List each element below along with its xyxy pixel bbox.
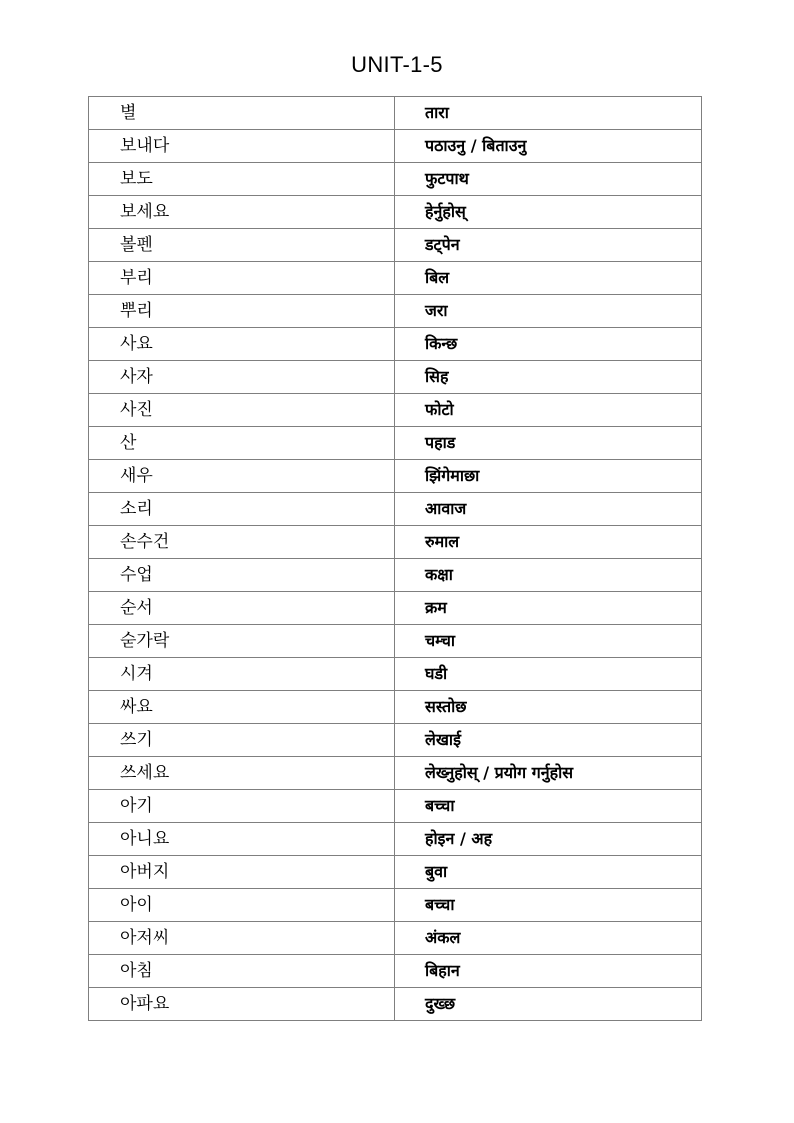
- table-row: [89, 988, 702, 1021]
- nepali-translation: अंकल: [395, 922, 702, 955]
- nepali-translation: लेख्नुहोस् / प्रयोग गर्नुहोस: [395, 757, 702, 790]
- korean-word: 아파요: [89, 988, 395, 1021]
- korean-word: 소리: [89, 493, 395, 526]
- nepali-translation: किन्छ: [395, 328, 702, 361]
- nepali-translation: होइन / अह: [395, 823, 702, 856]
- korean-word: 숟가락: [89, 625, 395, 658]
- korean-word: 사자: [89, 361, 395, 394]
- table-row: [89, 394, 702, 427]
- korean-word: 아버지: [89, 856, 395, 889]
- table-row: [89, 328, 702, 361]
- table-row: [89, 658, 702, 691]
- table-row: [89, 295, 702, 328]
- korean-word: 뿌리: [89, 295, 395, 328]
- korean-word: 별: [89, 97, 395, 130]
- nepali-translation: क्रम: [395, 592, 702, 625]
- table-row: [89, 163, 702, 196]
- nepali-translation: घडी: [395, 658, 702, 691]
- korean-word: 시겨: [89, 658, 395, 691]
- table-row: [89, 361, 702, 394]
- nepali-translation: पहाड: [395, 427, 702, 460]
- korean-word: 아침: [89, 955, 395, 988]
- korean-word: 아저씨: [89, 922, 395, 955]
- table-row: [89, 757, 702, 790]
- vocabulary-table: [88, 96, 702, 1021]
- nepali-translation: रुमाल: [395, 526, 702, 559]
- nepali-translation: हेर्नुहोस्: [395, 196, 702, 229]
- table-row: [89, 691, 702, 724]
- table-row: [89, 592, 702, 625]
- table-row: [89, 955, 702, 988]
- vocabulary-table-body: [89, 97, 702, 1021]
- table-row: [89, 460, 702, 493]
- korean-word: 보내다: [89, 130, 395, 163]
- table-row: [89, 856, 702, 889]
- nepali-translation: आवाज: [395, 493, 702, 526]
- nepali-translation: बुवा: [395, 856, 702, 889]
- page-title: UNIT-1-5: [351, 52, 443, 77]
- korean-word: 사진: [89, 394, 395, 427]
- nepali-translation: पठाउनु / बिताउनु: [395, 130, 702, 163]
- korean-word: 보세요: [89, 196, 395, 229]
- nepali-translation: डट्पेन: [395, 229, 702, 262]
- table-row: [89, 229, 702, 262]
- nepali-translation: दुख्छ: [395, 988, 702, 1021]
- korean-word: 부리: [89, 262, 395, 295]
- table-row: [89, 262, 702, 295]
- nepali-translation: लेखाई: [395, 724, 702, 757]
- nepali-translation: जरा: [395, 295, 702, 328]
- nepali-translation: तारा: [395, 97, 702, 130]
- table-row: [89, 97, 702, 130]
- table-row: [89, 724, 702, 757]
- table-row: [89, 823, 702, 856]
- korean-word: 아이: [89, 889, 395, 922]
- table-row: [89, 493, 702, 526]
- korean-word: 산: [89, 427, 395, 460]
- table-row: [89, 196, 702, 229]
- nepali-translation: बच्चा: [395, 790, 702, 823]
- nepali-translation: बिहान: [395, 955, 702, 988]
- korean-word: 순서: [89, 592, 395, 625]
- table-row: [89, 625, 702, 658]
- nepali-translation: फोटो: [395, 394, 702, 427]
- korean-word: 새우: [89, 460, 395, 493]
- korean-word: 볼펜: [89, 229, 395, 262]
- table-row: [89, 790, 702, 823]
- table-row: [89, 130, 702, 163]
- korean-word: 손수건: [89, 526, 395, 559]
- nepali-translation: चम्चा: [395, 625, 702, 658]
- nepali-translation: बिल: [395, 262, 702, 295]
- nepali-translation: झिंगेमाछा: [395, 460, 702, 493]
- korean-word: 사요: [89, 328, 395, 361]
- korean-word: 아니요: [89, 823, 395, 856]
- korean-word: 아기: [89, 790, 395, 823]
- korean-word: 보도: [89, 163, 395, 196]
- korean-word: 쓰기: [89, 724, 395, 757]
- table-row: [89, 922, 702, 955]
- nepali-translation: फुटपाथ: [395, 163, 702, 196]
- table-row: [89, 526, 702, 559]
- korean-word: 싸요: [89, 691, 395, 724]
- korean-word: 쓰세요: [89, 757, 395, 790]
- korean-word: 수업: [89, 559, 395, 592]
- nepali-translation: सस्तोछ: [395, 691, 702, 724]
- nepali-translation: बच्चा: [395, 889, 702, 922]
- table-row: [89, 559, 702, 592]
- table-row: [89, 889, 702, 922]
- nepali-translation: कक्षा: [395, 559, 702, 592]
- nepali-translation: सिह: [395, 361, 702, 394]
- table-row: [89, 427, 702, 460]
